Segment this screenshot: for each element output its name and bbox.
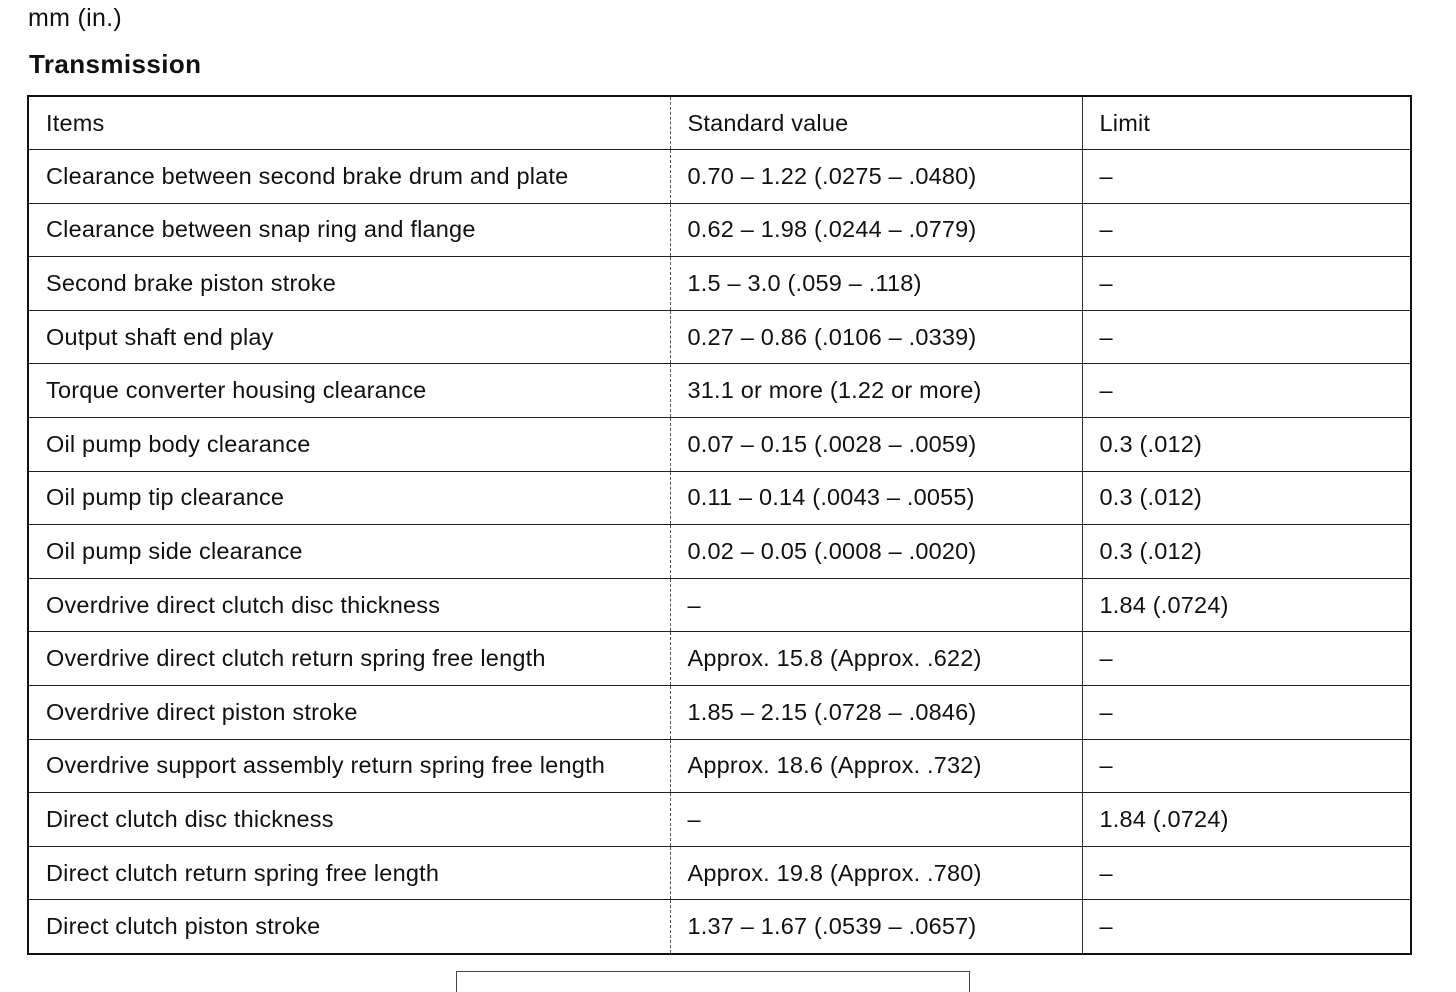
item-cell: Oil pump body clearance [28, 417, 670, 471]
table-row [28, 900, 1411, 954]
table-row [28, 257, 1411, 311]
limit-cell: – [1082, 685, 1411, 739]
limit-cell: – [1082, 203, 1411, 257]
limit-cell: – [1082, 846, 1411, 900]
item-cell: Overdrive direct piston stroke [28, 685, 670, 739]
table-row [28, 471, 1411, 525]
column-header-limit: Limit [1082, 96, 1411, 150]
limit-cell: – [1082, 739, 1411, 793]
page-footer-box [456, 971, 970, 992]
item-cell: Clearance between snap ring and flange [28, 203, 670, 257]
limit-cell: 1.84 (.0724) [1082, 578, 1411, 632]
limit-cell: 1.84 (.0724) [1082, 793, 1411, 847]
standard-value-cell: 0.70 – 1.22 (.0275 – .0480) [670, 150, 1082, 204]
item-cell: Overdrive direct clutch disc thickness [28, 578, 670, 632]
standard-value-cell: Approx. 15.8 (Approx. .622) [670, 632, 1082, 686]
limit-cell: 0.3 (.012) [1082, 471, 1411, 525]
limit-cell: 0.3 (.012) [1082, 525, 1411, 579]
column-header-items: Items [28, 96, 670, 150]
standard-value-cell: – [670, 578, 1082, 632]
table-row [28, 846, 1411, 900]
standard-value-cell: 1.37 – 1.67 (.0539 – .0657) [670, 900, 1082, 954]
column-header-standard-value: Standard value [670, 96, 1082, 150]
units-label: mm (in.) [28, 4, 123, 32]
table-row [28, 685, 1411, 739]
standard-value-cell: 0.02 – 0.05 (.0008 – .0020) [670, 525, 1082, 579]
standard-value-cell: 0.27 – 0.86 (.0106 – .0339) [670, 310, 1082, 364]
standard-value-cell: – [670, 793, 1082, 847]
item-cell: Clearance between second brake drum and plate [28, 150, 670, 204]
standard-value-cell: 31.1 or more (1.22 or more) [670, 364, 1082, 418]
specifications-table [27, 95, 1412, 955]
table-row [28, 793, 1411, 847]
table-row [28, 310, 1411, 364]
limit-cell: – [1082, 900, 1411, 954]
table-row [28, 417, 1411, 471]
limit-cell: 0.3 (.012) [1082, 417, 1411, 471]
table-body [28, 150, 1411, 954]
limit-cell: – [1082, 150, 1411, 204]
item-cell: Output shaft end play [28, 310, 670, 364]
table-row [28, 150, 1411, 204]
table-row [28, 578, 1411, 632]
standard-value-cell: Approx. 18.6 (Approx. .732) [670, 739, 1082, 793]
standard-value-cell: 0.07 – 0.15 (.0028 – .0059) [670, 417, 1082, 471]
standard-value-cell: 1.5 – 3.0 (.059 – .118) [670, 257, 1082, 311]
standard-value-cell: Approx. 19.8 (Approx. .780) [670, 846, 1082, 900]
standard-value-cell: 0.62 – 1.98 (.0244 – .0779) [670, 203, 1082, 257]
limit-cell: – [1082, 364, 1411, 418]
standard-value-cell: 0.11 – 0.14 (.0043 – .0055) [670, 471, 1082, 525]
table-header-row [28, 96, 1411, 150]
item-cell: Oil pump tip clearance [28, 471, 670, 525]
table-row [28, 632, 1411, 686]
table-row [28, 739, 1411, 793]
standard-value-cell: 1.85 – 2.15 (.0728 – .0846) [670, 685, 1082, 739]
item-cell: Oil pump side clearance [28, 525, 670, 579]
item-cell: Direct clutch disc thickness [28, 793, 670, 847]
limit-cell: – [1082, 310, 1411, 364]
limit-cell: – [1082, 632, 1411, 686]
item-cell: Second brake piston stroke [28, 257, 670, 311]
item-cell: Direct clutch return spring free length [28, 846, 670, 900]
item-cell: Torque converter housing clearance [28, 364, 670, 418]
item-cell: Overdrive support assembly return spring free length [28, 739, 670, 793]
table-row [28, 203, 1411, 257]
table-row [28, 525, 1411, 579]
section-title: Transmission [29, 49, 202, 79]
item-cell: Overdrive direct clutch return spring free length [28, 632, 670, 686]
item-cell: Direct clutch piston stroke [28, 900, 670, 954]
table-row [28, 364, 1411, 418]
limit-cell: – [1082, 257, 1411, 311]
